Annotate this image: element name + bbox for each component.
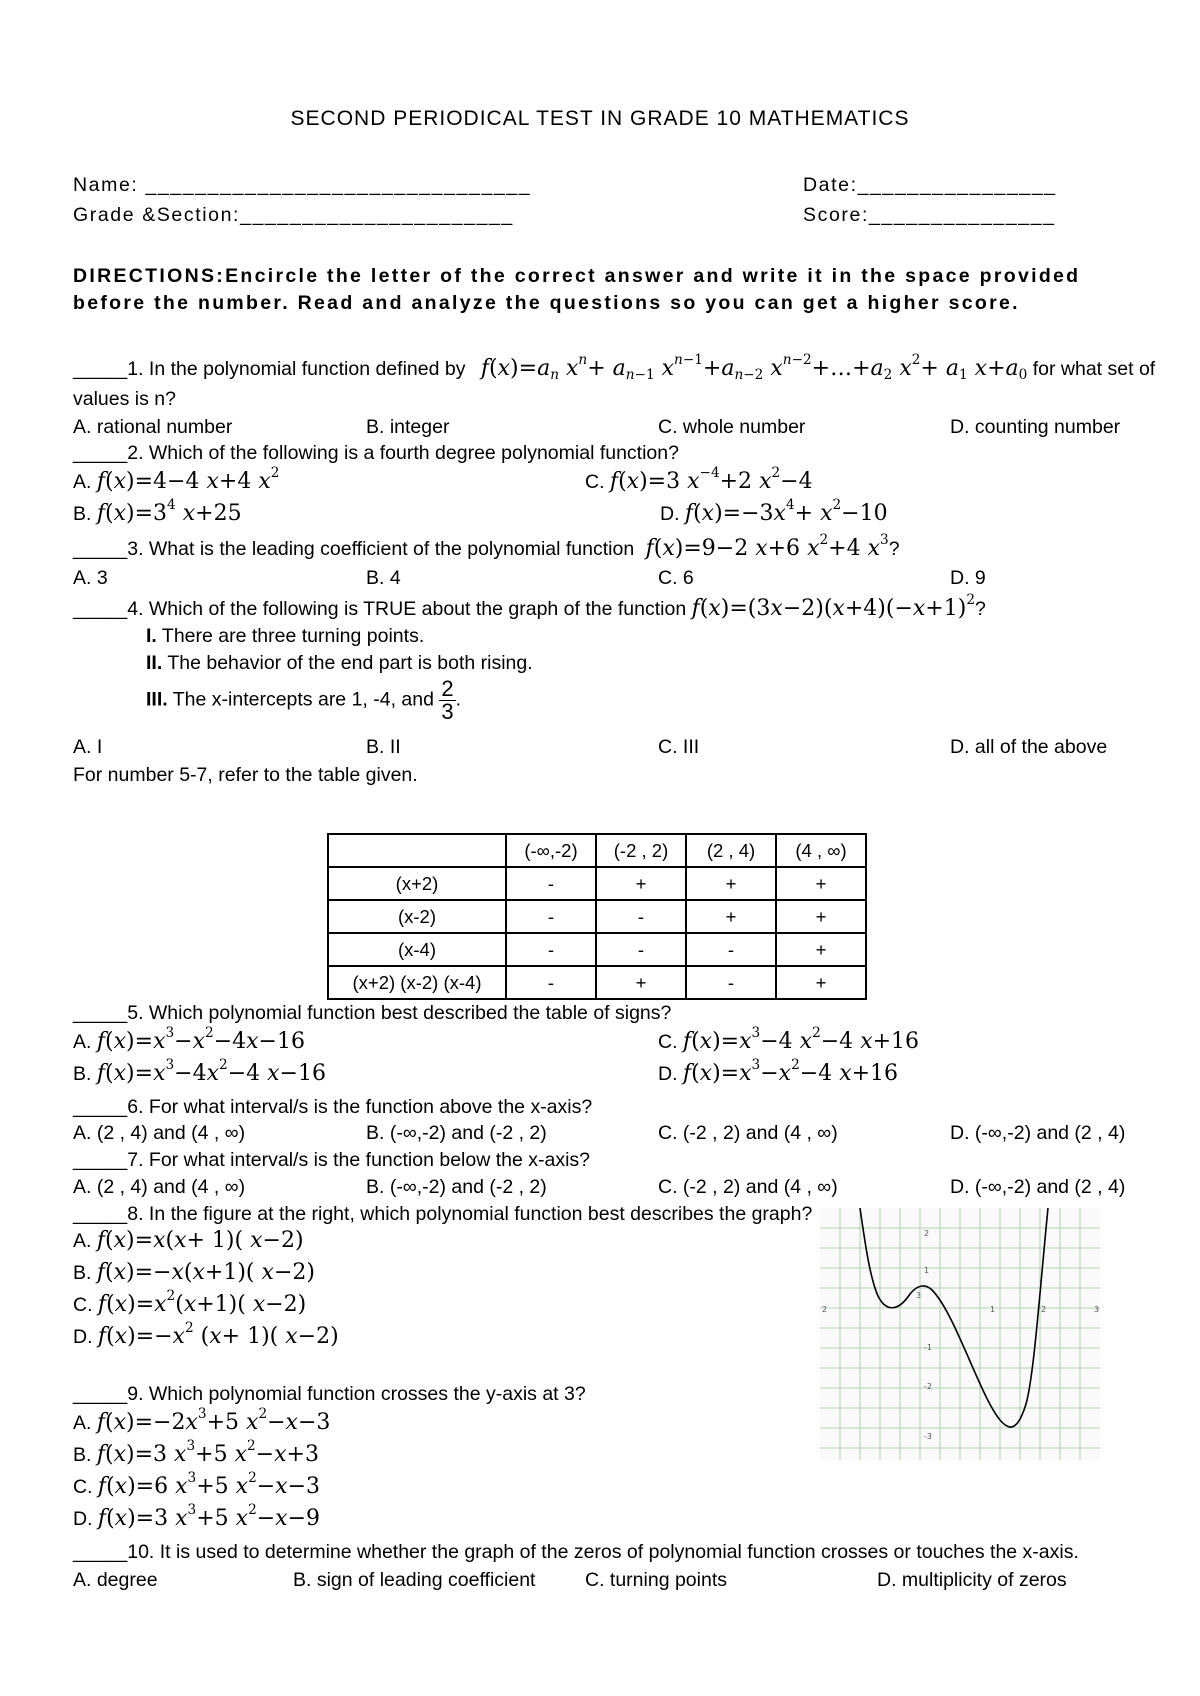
q8-stem: _____8. In the figure at the right, which polynomial function best describes the graph? (73, 1203, 813, 1225)
table-header-cell: (-∞,-2) (506, 834, 596, 867)
q9-stem: _____9. Which polynomial function crosses the y-axis at 3? (73, 1383, 586, 1405)
q1-tail: for what set of (1032, 358, 1156, 380)
graph-tick-label: 2 (822, 1305, 828, 1314)
q7-choice-d[interactable]: D. (-∞,-2) and (2 , 4) (950, 1176, 1126, 1198)
q7-choice-b[interactable]: B. (-∞,-2) and (-2 , 2) (366, 1176, 547, 1198)
q4-statement-2: II. The behavior of the end part is both rising. (146, 652, 533, 674)
graph-tick-label: 2 (924, 1229, 930, 1238)
date-field[interactable]: Date:________________ (803, 174, 1057, 196)
sign-cell: - (596, 900, 686, 933)
table-row (328, 933, 866, 966)
q8-choice-a[interactable]: A. f(x)=x(x+ 1)( x−2) (73, 1228, 304, 1253)
q5-choice-a[interactable]: A. $f(x)=x^3-x^2-4x-16$ (73, 1025, 305, 1054)
q8-choice-c[interactable]: C. $f(x)=x^2(x+1)$( x−2) (73, 1288, 307, 1317)
q4-statement-3: III. The x-intercepts are 1, -4, and $\frac{2}{3}$ . (146, 676, 462, 724)
sign-cell: + (686, 900, 776, 933)
q10-choice-c[interactable]: C. turning points (585, 1569, 727, 1591)
table-row (328, 966, 866, 999)
q9-choice-d[interactable]: D. f(x)=3 $x^3+5$ $x^2-x-9$ (73, 1502, 321, 1531)
graph-tick-label: 1 (990, 1305, 996, 1314)
q5-choice-b[interactable]: B. $f(x)=x^3-4x^2-4$ x−16 (73, 1057, 326, 1086)
row-label: (x+2) (x-2) (x-4) (328, 966, 506, 999)
directions-label: DIRECTIONS: (73, 265, 226, 287)
q4-statement-1: I. There are three turning points. (146, 625, 425, 647)
sign-table (327, 833, 867, 1000)
q9-choice-b[interactable]: B. f(x)=3 $x^3+5$ $x^2-x+3$ (73, 1438, 319, 1467)
q1-formula: $f(x)=a_n$ $x^n+ a_{n-1}$ $x^{n-1}+a_{n-2}$ $x^{n-2}+\dots+a_2$ $x^2+ a_1$ $x+a_0$ (480, 352, 1028, 384)
q4-choice-d[interactable]: D. all of the above (950, 736, 1108, 758)
table-intro: For number 5-7, refer to the table given. (73, 764, 418, 786)
q10-choice-b[interactable]: B. sign of leading coefficient (293, 1569, 536, 1591)
q8-choice-d[interactable]: D. $f(x)=-x^2$ (x+ 1)( x−2) (73, 1320, 339, 1349)
q2-stem: _____2. Which of the following is a fourth degree polynomial function? (73, 442, 679, 464)
table-header-cell: (2 , 4) (686, 834, 776, 867)
q1-line2: values is n? (73, 388, 176, 410)
q3-choice-c[interactable]: C. 6 (658, 567, 694, 589)
sign-cell: - (686, 966, 776, 999)
sign-cell: - (686, 933, 776, 966)
row-label: (x-4) (328, 933, 506, 966)
graph-tick-label: -2 (924, 1382, 932, 1391)
q1-choice-c[interactable]: C. whole number (658, 416, 806, 438)
sign-cell: + (776, 966, 866, 999)
q4-choice-a[interactable]: A. I (73, 736, 103, 758)
polynomial-graph (820, 1208, 1100, 1460)
page-title: SECOND PERIODICAL TEST IN GRADE 10 MATHEMATICS (290, 107, 910, 130)
q1-stem (73, 352, 1156, 384)
table-header-row (328, 834, 866, 867)
sign-cell: - (506, 867, 596, 900)
q9-choice-a[interactable]: A. $f(x)=-2x^3+5$ $x^2-x-3$ (73, 1406, 331, 1435)
table-header-cell: (4 , ∞) (776, 834, 866, 867)
q6-stem: _____6. For what interval/s is the function above the x-axis? (73, 1096, 593, 1118)
q2-choice-b[interactable]: B. $f(x)=3^4$ x+25 (73, 497, 242, 526)
fraction-two-thirds: $\frac{2}{3}$ (441, 676, 454, 724)
grade-section-field[interactable]: Grade &Section:______________________ (73, 204, 514, 226)
sign-cell: + (776, 867, 866, 900)
graph-tick-label: 1 (924, 1266, 930, 1275)
q10-stem: _____10. It is used to determine whether the graph of the zeros of polynomial function crosses or touches the x-axis. (73, 1541, 1079, 1563)
q5-stem: _____5. Which polynomial function best described the table of signs? (73, 1002, 672, 1024)
q4-stem: _____4. Which of the following is TRUE about the graph of the function $f(x)=(3x-2)(x+4)(-x+1)^2$? (73, 592, 986, 621)
sign-cell: - (506, 966, 596, 999)
sign-cell: + (776, 933, 866, 966)
q3-choice-b[interactable]: B. 4 (366, 567, 401, 589)
q9-choice-c[interactable]: C. f(x)=6 $x^3+5$ $x^2-x-3$ (73, 1470, 321, 1499)
table-row (328, 867, 866, 900)
q1-text: _____1. In the polynomial function defined by (73, 358, 466, 380)
q1-choice-d[interactable]: D. counting number (950, 416, 1121, 438)
q6-choice-b[interactable]: B. (-∞,-2) and (-2 , 2) (366, 1122, 547, 1144)
q10-choice-a[interactable]: A. degree (73, 1569, 158, 1591)
q5-choice-c[interactable]: C. $f(x)=x^3-4$ $x^2-4$ x+16 (658, 1025, 920, 1054)
graph-tick-label: -1 (924, 1343, 932, 1352)
q1-choice-b[interactable]: B. integer (366, 416, 450, 438)
sign-cell: + (596, 966, 686, 999)
row-label: (x+2) (328, 867, 506, 900)
q8-choice-b[interactable]: B. f(x)=−x(x+1)( x−2) (73, 1260, 315, 1285)
graph-tick-label: -3 (924, 1432, 932, 1441)
q4-choice-b[interactable]: B. II (366, 736, 401, 758)
sign-cell: + (596, 867, 686, 900)
q3-choice-d[interactable]: D. 9 (950, 567, 986, 589)
graph-tick-label: 2 (1041, 1305, 1047, 1314)
q5-choice-d[interactable]: D. $f(x)=x^3-x^2-4$ x+16 (658, 1057, 899, 1086)
q2-choice-a[interactable]: A. f(x)=4−4 x+4 $x^2$ (73, 465, 280, 494)
q7-choice-a[interactable]: A. (2 , 4) and (4 , ∞) (73, 1176, 246, 1198)
sign-cell: - (506, 933, 596, 966)
q6-choice-a[interactable]: A. (2 , 4) and (4 , ∞) (73, 1122, 246, 1144)
sign-cell: - (596, 933, 686, 966)
directions-line-1 (73, 267, 1080, 287)
graph-tick-label: 3 (916, 1291, 922, 1300)
table-row (328, 900, 866, 933)
name-field[interactable]: Name: _______________________________ (73, 174, 532, 196)
q7-choice-c[interactable]: C. (-2 , 2) and (4 , ∞) (658, 1176, 838, 1198)
q1-choice-a[interactable]: A. rational number (73, 416, 233, 438)
sign-cell: + (686, 867, 776, 900)
q6-choice-d[interactable]: D. (-∞,-2) and (2 , 4) (950, 1122, 1126, 1144)
q2-choice-d[interactable]: D. $f(x)=-3x^4+ x^2-10$ (660, 497, 888, 526)
directions-text-1: Encircle the letter of the correct answer and write it in the space provided (225, 265, 1081, 287)
q6-choice-c[interactable]: C. (-2 , 2) and (4 , ∞) (658, 1122, 838, 1144)
q10-choice-d[interactable]: D. multiplicity of zeros (877, 1569, 1067, 1591)
q3-choice-a[interactable]: A. 3 (73, 567, 108, 589)
q7-stem: _____7. For what interval/s is the function below the x-axis? (73, 1149, 591, 1171)
q3-stem: _____3. What is the leading coefficient of the polynomial function f(x)=9−2 x+6 $x^2+4$ $x^3$? (73, 532, 900, 561)
sign-cell: + (776, 900, 866, 933)
table-header-cell (328, 834, 506, 867)
sign-cell: - (506, 900, 596, 933)
directions-line-2: before the number. Read and analyze the questions so you can get a higher score. (73, 292, 1020, 314)
table-header-cell: (-2 , 2) (596, 834, 686, 867)
score-field[interactable]: Score:_______________ (803, 204, 1056, 226)
graph-tick-label: 3 (1094, 1305, 1100, 1314)
row-label: (x-2) (328, 900, 506, 933)
q4-choice-c[interactable]: C. III (658, 736, 700, 758)
q2-choice-c[interactable]: C. f(x)=3 $x^{-4}+2$ $x^2-4$ (585, 465, 813, 494)
